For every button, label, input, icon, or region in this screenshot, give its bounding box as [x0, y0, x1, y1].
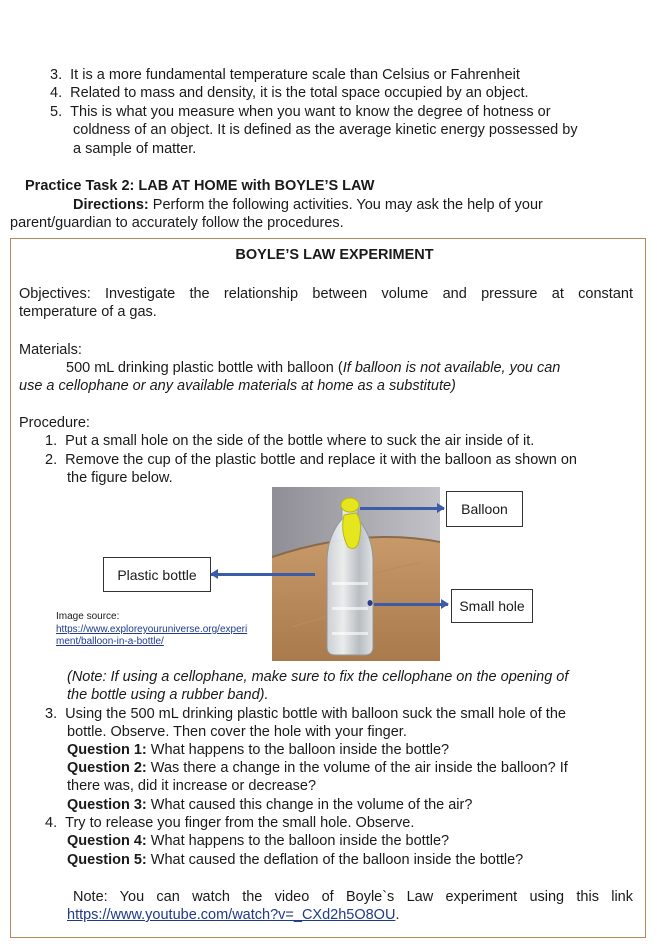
question-5: Question 5: What caused the deflation of the balloon inside the bottle?	[67, 852, 524, 868]
task-directions-line2: parent/guardian to accurately follow the procedures.	[10, 215, 344, 231]
image-source-url-line2[interactable]: ment/balloon-in-a-bottle/	[56, 636, 164, 647]
procedure-label: Procedure:	[19, 415, 90, 431]
procedure-step-1: 1. Put a small hole on the side of the bottle where to suck the air inside of it.	[45, 433, 535, 449]
procedure-step-4: 4. Try to release you finger from the small hole. Observe.	[45, 815, 415, 831]
question-1: Question 1: What happens to the balloon inside the bottle?	[67, 742, 450, 758]
plastic-bottle-arrow	[211, 573, 315, 576]
cellophane-note-line2: the bottle using a rubber band).	[67, 687, 269, 703]
balloon-arrow	[360, 507, 444, 510]
question-3: Question 3: What caused this change in the volume of the air?	[67, 797, 473, 813]
list-item-4: 4. Related to mass and density, it is the total space occupied by an object.	[50, 85, 529, 101]
materials-line2: use a cellophane or any available materials at home as a substitute)	[19, 378, 456, 394]
question-2: Question 2: Was there a change in the volume of the air inside the balloon? If	[67, 760, 568, 776]
question-4: Question 4: What happens to the balloon inside the bottle?	[67, 833, 450, 849]
small-hole-label: Small hole	[451, 589, 533, 623]
procedure-step-2-line2: the figure below.	[67, 470, 173, 486]
small-hole-arrow	[374, 603, 448, 606]
image-source-url[interactable]: https://www.exploreyouruniverse.org/experi	[56, 624, 248, 635]
list-item-5-line2: coldness of an object. It is defined as the average kinetic energy possessed by	[73, 122, 578, 138]
list-item-3: 3. It is a more fundamental temperature scale than Celsius or Fahrenheit	[50, 67, 520, 83]
procedure-step-3: 3. Using the 500 mL drinking plastic bottle with balloon suck the small hole of the	[45, 706, 566, 722]
task-directions: Directions: Perform the following activities. You may ask the help of your	[73, 197, 543, 213]
list-item-5: 5. This is what you measure when you want to know the degree of hotness or	[50, 104, 551, 120]
plastic-bottle-label: Plastic bottle	[103, 557, 211, 592]
procedure-step-2: 2. Remove the cup of the plastic bottle and replace it with the balloon as shown on	[45, 452, 577, 468]
objectives-line1: Objectives: Investigate the relationship between volume and pressure at constant	[19, 286, 633, 302]
objectives-line2: temperature of a gas.	[19, 304, 157, 320]
materials-line1: 500 mL drinking plastic bottle with balloon (If balloon is not available, you can	[66, 360, 561, 376]
image-source-label: Image source:	[56, 611, 120, 622]
task-title: Practice Task 2: LAB AT HOME with BOYLE’S LAW	[25, 178, 375, 194]
experiment-title: BOYLE’S LAW EXPERIMENT	[235, 247, 434, 263]
question-2-line2: there was, did it increase or decrease?	[67, 778, 317, 794]
youtube-link[interactable]: https://www.youtube.com/watch?v=_CXd2h5O8OU	[67, 907, 396, 923]
cellophane-note-line1: (Note: If using a cellophane, make sure to fix the cellophane on the opening of	[67, 669, 569, 685]
materials-label: Materials:	[19, 342, 82, 358]
procedure-step-3-line2: bottle. Observe. Then cover the hole with your finger.	[67, 724, 407, 740]
balloon-label: Balloon	[446, 491, 523, 527]
final-note-line1: Note: You can watch the video of Boyle`s Law experiment using this link	[73, 889, 633, 905]
list-item-5-line3: a sample of matter.	[73, 141, 197, 157]
final-note-line2: https://www.youtube.com/watch?v=_CXd2h5O8OU.	[67, 907, 400, 923]
